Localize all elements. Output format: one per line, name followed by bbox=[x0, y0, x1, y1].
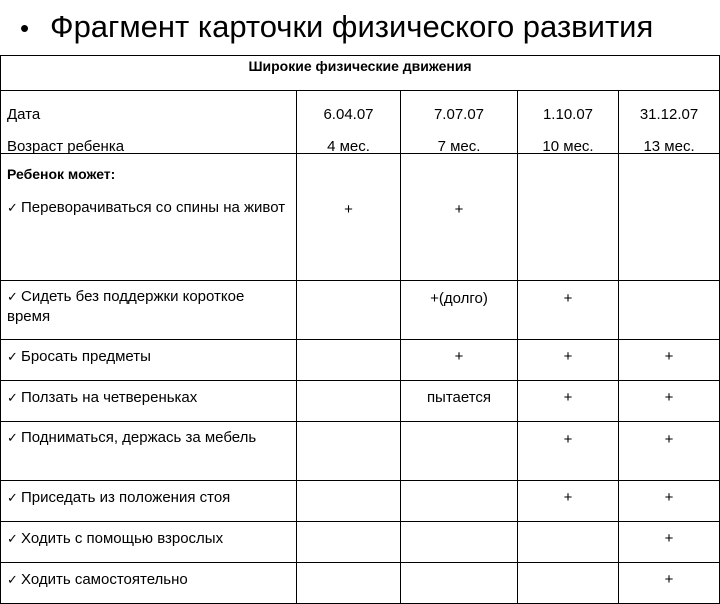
age-value: 4 мес. bbox=[327, 138, 370, 155]
check-icon: ✓ bbox=[7, 430, 18, 445]
date-col-1 bbox=[297, 91, 401, 154]
skill-name: Ходить с помощью взрослых bbox=[21, 530, 224, 547]
skill-mark: + bbox=[619, 481, 720, 522]
skill-mark: + bbox=[518, 422, 619, 481]
development-card-table bbox=[0, 55, 720, 604]
check-icon: ✓ bbox=[7, 349, 18, 364]
skill-row bbox=[1, 154, 720, 281]
skill-name: Сидеть без поддержки короткое время bbox=[7, 288, 245, 325]
can-label: Ребенок может: bbox=[7, 166, 116, 182]
skill-mark: + bbox=[619, 422, 720, 481]
skill-row bbox=[1, 340, 720, 381]
skill-mark: + bbox=[518, 381, 619, 422]
skill-mark bbox=[518, 154, 619, 281]
skill-row bbox=[1, 563, 720, 604]
age-value: 10 мес. bbox=[542, 138, 594, 155]
skill-row bbox=[1, 422, 720, 481]
skill-mark: пытается bbox=[401, 381, 518, 422]
date-label: Дата bbox=[7, 106, 41, 123]
skill-name: Приседать из положения стоя bbox=[21, 489, 231, 506]
skill-mark bbox=[297, 522, 401, 563]
section-header: Широкие физические движения bbox=[1, 56, 720, 91]
date-value: 6.04.07 bbox=[323, 106, 374, 123]
skill-mark bbox=[518, 522, 619, 563]
title-text: Фрагмент карточки физического развития bbox=[50, 9, 654, 44]
age-value: 13 мес. bbox=[643, 138, 695, 155]
skill-name: Ползать на четвереньках bbox=[21, 389, 198, 406]
skill-mark bbox=[401, 481, 518, 522]
skill-mark: + bbox=[619, 522, 720, 563]
slide-title bbox=[20, 4, 710, 50]
skill-name: Переворачиваться со спины на живот bbox=[21, 199, 286, 216]
skill-row bbox=[1, 481, 720, 522]
check-icon: ✓ bbox=[7, 289, 18, 304]
check-icon: ✓ bbox=[7, 531, 18, 546]
section-header-row bbox=[1, 56, 720, 91]
skill-mark: + bbox=[619, 563, 720, 604]
date-col-4 bbox=[619, 91, 720, 154]
skill-mark bbox=[619, 281, 720, 340]
skill-mark bbox=[297, 281, 401, 340]
skill-mark bbox=[297, 481, 401, 522]
check-icon: ✓ bbox=[7, 572, 18, 587]
skill-name-cell bbox=[1, 154, 297, 281]
skill-name-cell bbox=[1, 522, 297, 563]
skill-name-cell bbox=[1, 422, 297, 481]
skill-name-cell bbox=[1, 340, 297, 381]
check-icon: ✓ bbox=[7, 390, 18, 405]
date-col-2 bbox=[401, 91, 518, 154]
title-bullet: • bbox=[20, 13, 30, 43]
skill-name: Ходить самостоятельно bbox=[21, 571, 188, 588]
skill-mark bbox=[297, 340, 401, 381]
skill-name-cell bbox=[1, 281, 297, 340]
date-col-3 bbox=[518, 91, 619, 154]
skill-mark: +(долго) bbox=[401, 281, 518, 340]
skill-mark: + bbox=[518, 340, 619, 381]
skill-name-cell bbox=[1, 381, 297, 422]
skill-mark: + bbox=[518, 281, 619, 340]
skill-mark: + bbox=[518, 481, 619, 522]
dates-ages-row bbox=[1, 91, 720, 154]
skill-row bbox=[1, 281, 720, 340]
skill-mark bbox=[297, 422, 401, 481]
skills-body bbox=[1, 154, 720, 604]
date-value: 7.07.07 bbox=[433, 106, 485, 123]
skill-mark: + bbox=[619, 340, 720, 381]
skill-mark: + bbox=[401, 154, 518, 281]
skill-mark: + bbox=[297, 154, 401, 281]
skill-mark: + bbox=[401, 340, 518, 381]
skill-name: Бросать предметы bbox=[21, 348, 151, 365]
skill-mark bbox=[401, 563, 518, 604]
skill-mark bbox=[401, 422, 518, 481]
skill-row bbox=[1, 522, 720, 563]
date-age-labels bbox=[1, 91, 297, 154]
age-value: 7 мес. bbox=[437, 138, 481, 155]
skill-name-cell bbox=[1, 481, 297, 522]
check-icon: ✓ bbox=[7, 490, 18, 505]
skill-name-cell bbox=[1, 563, 297, 604]
age-label: Возраст ребенка bbox=[7, 138, 125, 155]
date-value: 1.10.07 bbox=[542, 106, 594, 123]
skill-mark bbox=[297, 381, 401, 422]
check-icon: ✓ bbox=[7, 200, 18, 215]
skill-row bbox=[1, 381, 720, 422]
skill-mark: + bbox=[619, 381, 720, 422]
skill-mark bbox=[401, 522, 518, 563]
skill-mark bbox=[518, 563, 619, 604]
skill-name: Подниматься, держась за мебель bbox=[21, 429, 257, 446]
date-value: 31.12.07 bbox=[639, 106, 699, 123]
skill-mark bbox=[297, 563, 401, 604]
skill-mark bbox=[619, 154, 720, 281]
